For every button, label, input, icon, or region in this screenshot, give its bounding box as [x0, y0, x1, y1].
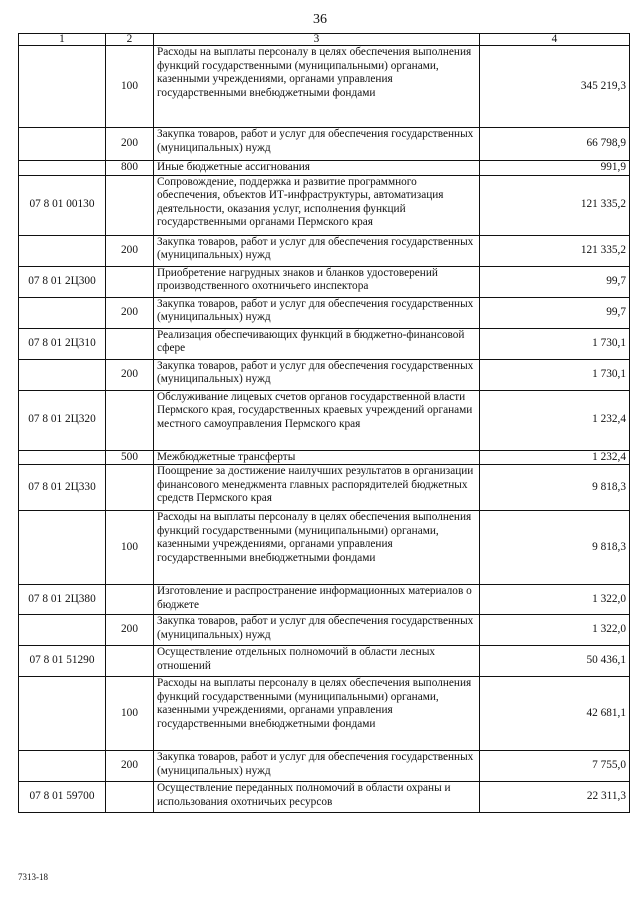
- row-type: 800: [106, 161, 154, 176]
- row-amount: 1 730,1: [480, 359, 630, 390]
- table-row: [19, 235, 630, 266]
- row-description: Изготовление и распространение информационных материалов о бюджете: [154, 585, 480, 615]
- header-col-1: 1: [19, 34, 106, 46]
- table-row: [19, 175, 630, 235]
- row-amount: 42 681,1: [480, 677, 630, 751]
- row-description: Сопровождение, поддержка и развитие программного обеспечения, объектов ИТ-инфраструктуры, автоматизация деятельности, оказания услуг, исполнения функций государственными органами Пермского края: [154, 175, 480, 235]
- header-col-4: 4: [480, 34, 630, 46]
- row-type: 200: [106, 359, 154, 390]
- row-description: Закупка товаров, работ и услуг для обеспечения государственных (муниципальных) нужд: [154, 128, 480, 161]
- row-code: [19, 511, 106, 585]
- row-type: [106, 175, 154, 235]
- row-code: 07 8 01 2Ц320: [19, 390, 106, 450]
- row-code: [19, 615, 106, 646]
- row-type: 100: [106, 511, 154, 585]
- table-row: [19, 328, 630, 359]
- row-type: [106, 782, 154, 813]
- row-code: 07 8 01 51290: [19, 646, 106, 677]
- row-description: Иные бюджетные ассигнования: [154, 161, 480, 176]
- row-code: [19, 46, 106, 128]
- table-row: [19, 46, 630, 128]
- row-amount: 99,7: [480, 297, 630, 328]
- row-amount: 1 232,4: [480, 390, 630, 450]
- table-row: [19, 585, 630, 615]
- row-code: [19, 297, 106, 328]
- row-amount: 9 818,3: [480, 511, 630, 585]
- row-code: [19, 128, 106, 161]
- row-amount: 99,7: [480, 266, 630, 297]
- row-description: Расходы на выплаты персоналу в целях обеспечения выполнения функций государственными (муниципальными) органами, казенными учреждениями, органами управления государственными внебюджетными фондами: [154, 46, 480, 128]
- row-description: Осуществление переданных полномочий в области охраны и использования охотничьих ресурсов: [154, 782, 480, 813]
- table-row: [19, 465, 630, 511]
- row-description: Расходы на выплаты персоналу в целях обеспечения выполнения функций государственными (муниципальными) органами, казенными учреждениями, органами управления государственными внебюджетными фондами: [154, 677, 480, 751]
- row-type: [106, 465, 154, 511]
- row-description: Закупка товаров, работ и услуг для обеспечения государственных (муниципальных) нужд: [154, 615, 480, 646]
- row-type: [106, 585, 154, 615]
- row-code: [19, 235, 106, 266]
- row-type: 100: [106, 677, 154, 751]
- row-description: Закупка товаров, работ и услуг для обеспечения государственных (муниципальных) нужд: [154, 751, 480, 782]
- row-type: [106, 328, 154, 359]
- row-type: 200: [106, 128, 154, 161]
- table-row: [19, 450, 630, 465]
- table-row: [19, 359, 630, 390]
- header-col-3: 3: [154, 34, 480, 46]
- row-type: 500: [106, 450, 154, 465]
- row-type: 100: [106, 46, 154, 128]
- table-row: [19, 615, 630, 646]
- row-type: 200: [106, 297, 154, 328]
- row-amount: 1 232,4: [480, 450, 630, 465]
- row-amount: 991,9: [480, 161, 630, 176]
- row-amount: 345 219,3: [480, 46, 630, 128]
- row-description: Межбюджетные трансферты: [154, 450, 480, 465]
- row-code: [19, 450, 106, 465]
- row-type: [106, 266, 154, 297]
- table-row: [19, 390, 630, 450]
- document-code: 7313-18: [18, 872, 48, 882]
- table-row: [19, 677, 630, 751]
- row-amount: 9 818,3: [480, 465, 630, 511]
- table-row: [19, 161, 630, 176]
- row-code: 07 8 01 2Ц310: [19, 328, 106, 359]
- row-description: Приобретение нагрудных знаков и бланков удостоверений производственного охотничьего инспектора: [154, 266, 480, 297]
- row-description: Обслуживание лицевых счетов органов государственной власти Пермского края, государственных краевых учреждений органами местного самоуправления Пермского края: [154, 390, 480, 450]
- row-amount: 50 436,1: [480, 646, 630, 677]
- row-description: Закупка товаров, работ и услуг для обеспечения государственных (муниципальных) нужд: [154, 297, 480, 328]
- row-amount: 7 755,0: [480, 751, 630, 782]
- table-row: [19, 128, 630, 161]
- row-amount: 66 798,9: [480, 128, 630, 161]
- budget-table: [18, 33, 630, 813]
- table-row: [19, 511, 630, 585]
- row-description: Осуществление отдельных полномочий в области лесных отношений: [154, 646, 480, 677]
- row-amount: 1 730,1: [480, 328, 630, 359]
- row-type: 200: [106, 751, 154, 782]
- row-description: Закупка товаров, работ и услуг для обеспечения государственных (муниципальных) нужд: [154, 359, 480, 390]
- row-code: 07 8 01 59700: [19, 782, 106, 813]
- table-row: [19, 751, 630, 782]
- page-number: 36: [313, 12, 327, 27]
- row-code: 07 8 01 00130: [19, 175, 106, 235]
- table-row: [19, 297, 630, 328]
- row-amount: 121 335,2: [480, 175, 630, 235]
- row-amount: 121 335,2: [480, 235, 630, 266]
- table-row: [19, 266, 630, 297]
- row-code: [19, 751, 106, 782]
- row-code: 07 8 01 2Ц380: [19, 585, 106, 615]
- row-code: [19, 359, 106, 390]
- table-header-row: [19, 34, 630, 46]
- row-type: [106, 390, 154, 450]
- row-description: Расходы на выплаты персоналу в целях обеспечения выполнения функций государственными (муниципальными) органами, казенными учреждениями, органами управления государственными внебюджетными фондами: [154, 511, 480, 585]
- row-amount: 1 322,0: [480, 585, 630, 615]
- row-description: Реализация обеспечивающих функций в бюджетно-финансовой сфере: [154, 328, 480, 359]
- row-amount: 1 322,0: [480, 615, 630, 646]
- row-description: Закупка товаров, работ и услуг для обеспечения государственных (муниципальных) нужд: [154, 235, 480, 266]
- row-type: [106, 646, 154, 677]
- row-code: 07 8 01 2Ц300: [19, 266, 106, 297]
- row-amount: 22 311,3: [480, 782, 630, 813]
- row-code: [19, 677, 106, 751]
- header-col-2: 2: [106, 34, 154, 46]
- row-type: 200: [106, 615, 154, 646]
- table-row: [19, 782, 630, 813]
- row-type: 200: [106, 235, 154, 266]
- row-code: 07 8 01 2Ц330: [19, 465, 106, 511]
- table-row: [19, 646, 630, 677]
- row-code: [19, 161, 106, 176]
- row-description: Поощрение за достижение наилучших результатов в организации финансового менеджмента главных распорядителей бюджетных средств Пермского края: [154, 465, 480, 511]
